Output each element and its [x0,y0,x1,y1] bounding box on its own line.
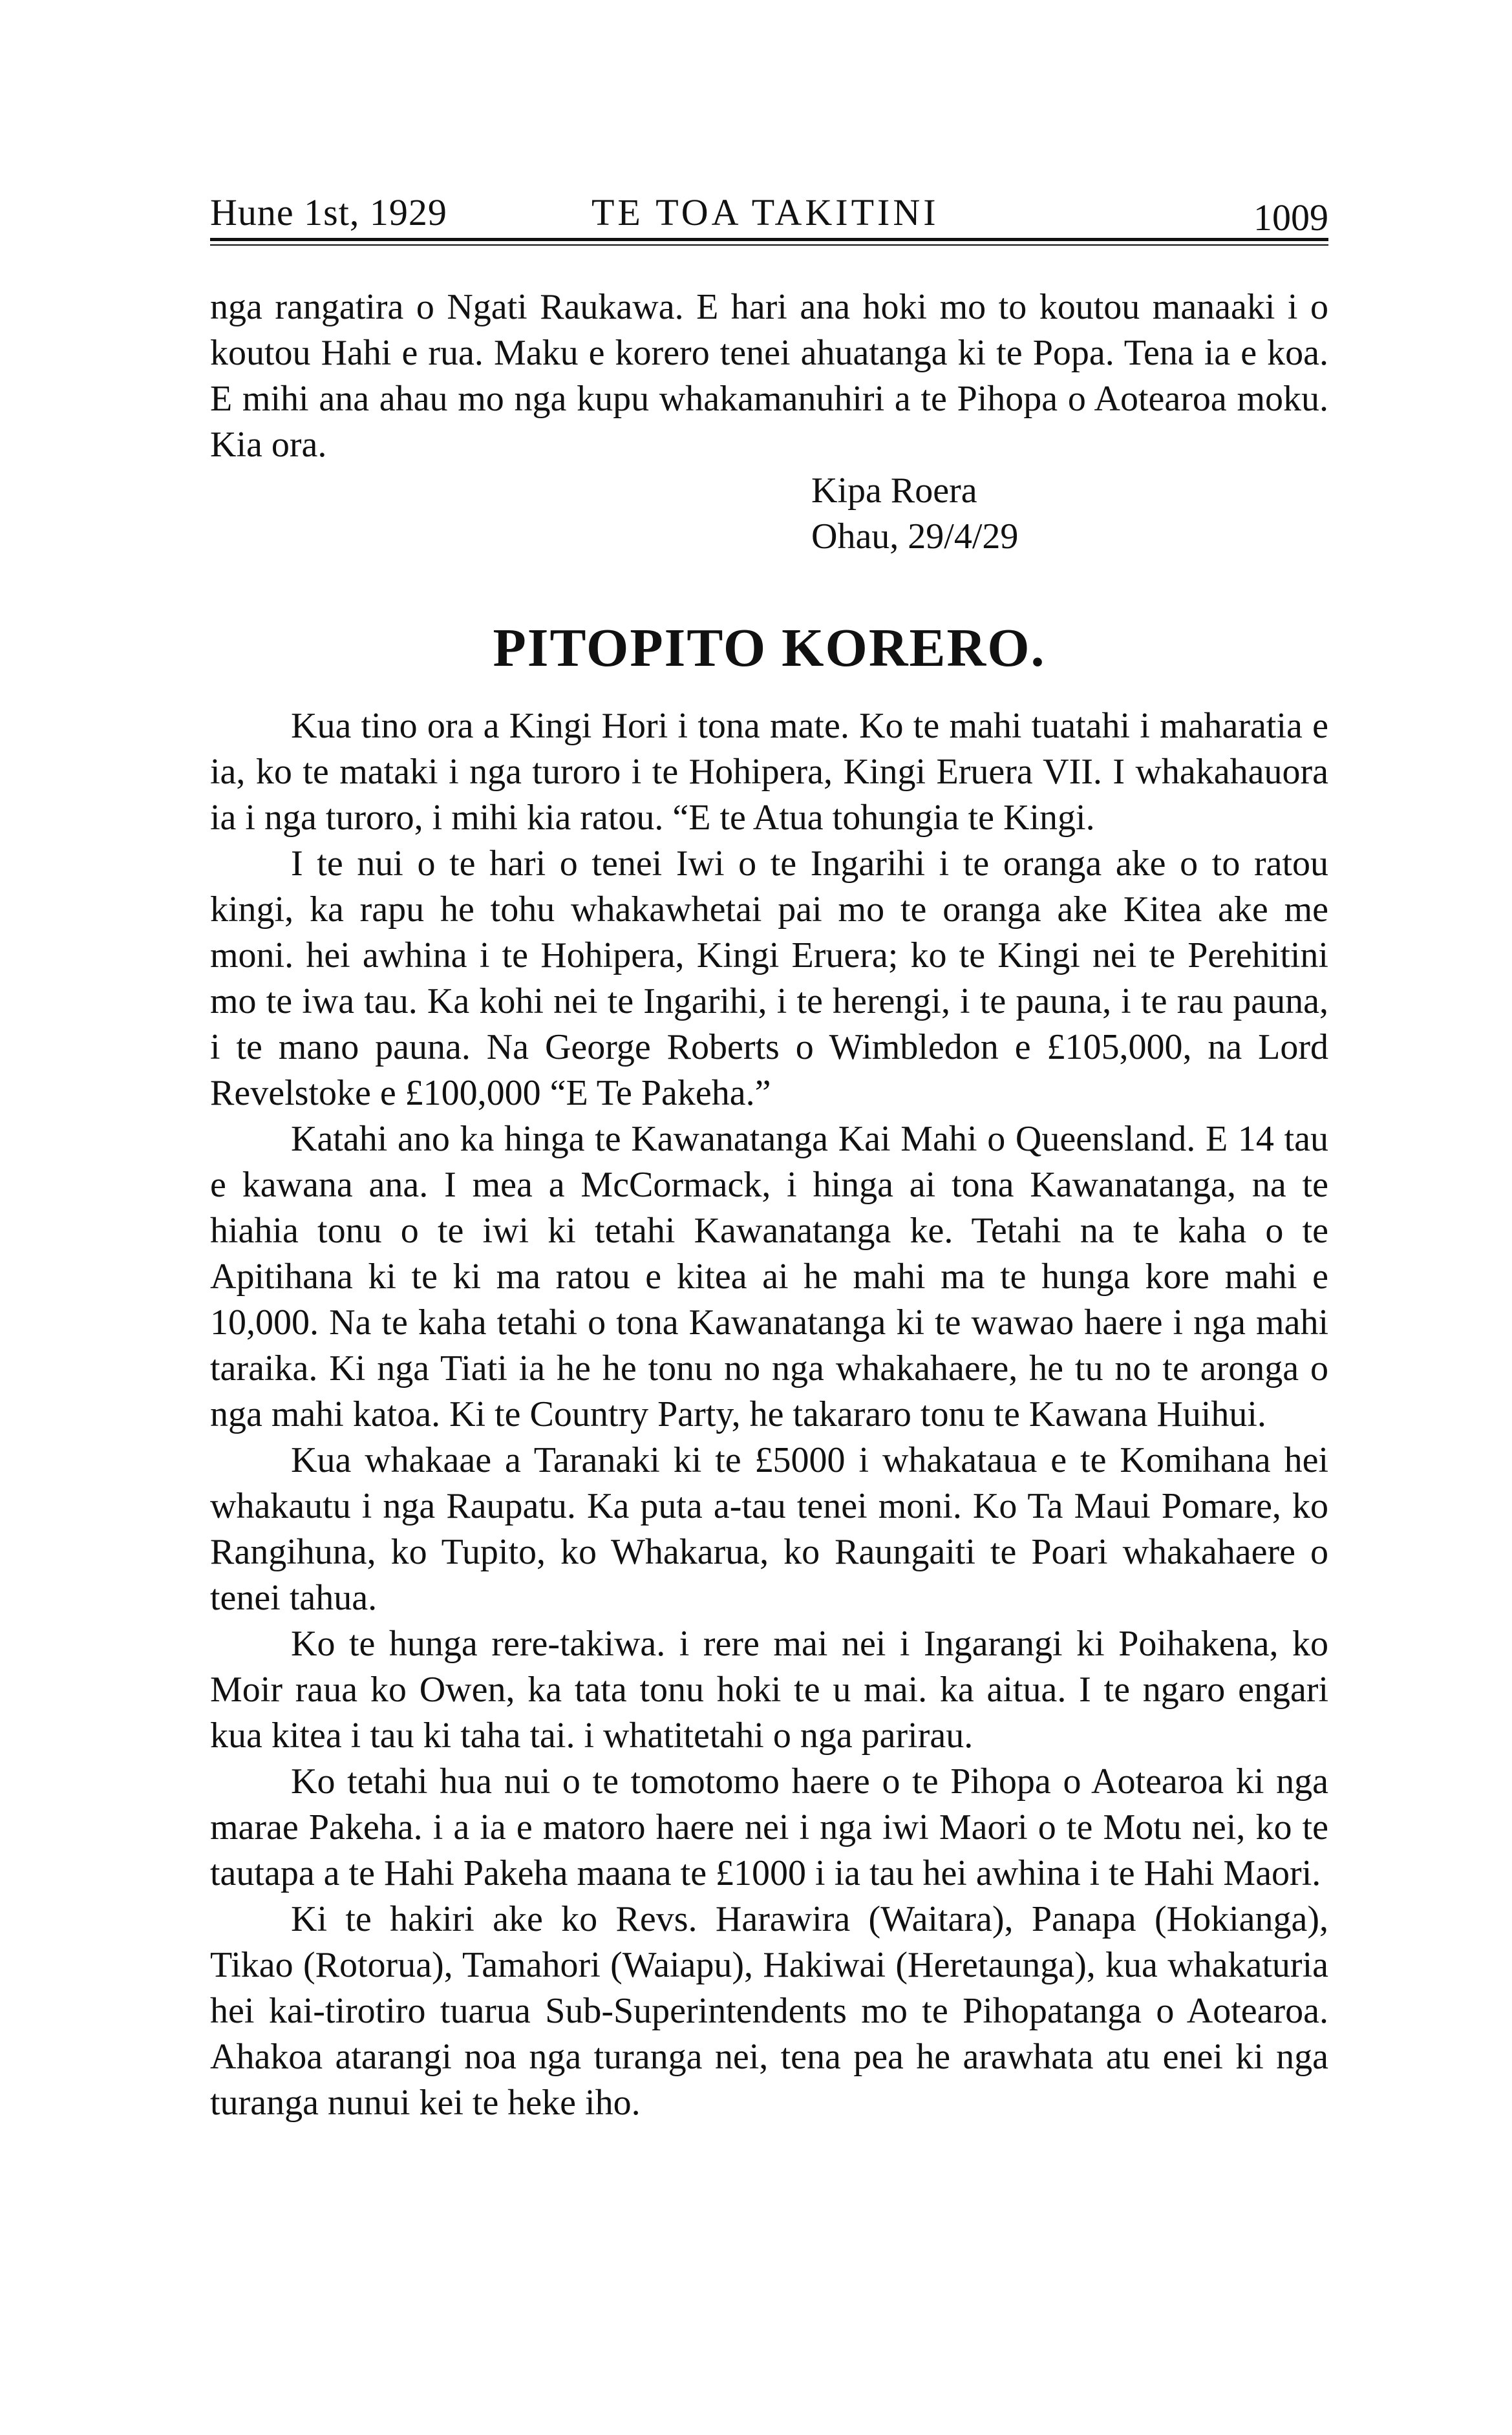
news-paragraph: I te nui o te hari o tenei Iwi o te Ingarihi i te oranga ake o to ratou kingi, ka rapu he tohu whakawhetai pai mo te oranga ake Kitea ake me moni. hei awhina i te Hohipera, Kingi Eruera; ko te Kingi nei te Perehitini mo te iwa tau. Ka kohi nei te Ingarihi, i te herengi, i te pauna, i te rau pauna, i te mano pauna. Na George Roberts o Wimbledon e £105,000, na Lord Revelstoke e £100,000 “E Te Pakeha.” [210,844,1328,1113]
header-rule-thin [210,244,1328,246]
page-number: 1009 [1253,197,1328,239]
section-heading: PITOPITO KORERO. [493,618,1046,678]
article-body [210,284,1328,2126]
news-paragraph: Ki te hakiri ake ko Revs. Harawira (Waitara), Panapa (Hokianga), Tikao (Rotorua), Tamahori (Waiapu), Hakiwai (Heretaunga), kua whakaturia hei kai-tirotiro tuarua Sub-Superintendents mo te Pihopatanga o Aotearoa. Ahakoa atarangi noa nga turanga nei, tena pea he arawhata atu enei ki nga turanga nunui kei te heke iho. [210,1899,1328,2123]
publication-title: TE TOA TAKITINI [591,191,939,233]
letter-signature-name: Kipa Roera [811,471,977,511]
header-rule [210,238,1328,241]
news-paragraph: Kua tino ora a Kingi Hori i tona mate. Ko te mahi tuatahi i maharatia e ia, ko te mataki i nga turoro i te Hohipera, Kingi Eruera VII. I whakahauora ia i nga turoro, i mihi kia ratou. “E te Atua tohungia te Kingi. [210,706,1328,838]
news-paragraph: Kua whakaae a Taranaki ki te £5000 i whakataua e te Komihana hei whakautu i nga Raupatu. Ka puta a-tau tenei moni. Ko Ta Maui Pomare, ko Rangihuna, ko Tupito, ko Whakarua, ko Raungaiti te Poari whakahaere o tenei tahua. [210,1440,1328,1618]
news-paragraph: Ko te hunga rere-takiwa. i rere mai nei i Ingarangi ki Poihakena, ko Moir raua ko Owen, ka tata tonu hoki te u mai. ka aitua. I te ngaro engari kua kitea i tau ki taha tai. i whatitetahi o nga parirau. [210,1624,1328,1756]
running-header [210,184,1328,239]
header-date: Hune 1st, 1929 [210,191,447,233]
news-paragraph: Katahi ano ka hinga te Kawanatanga Kai Mahi o Queensland. E 14 tau e kawana ana. I mea a McCormack, i hinga ai tona Kawanatanga, na te hiahia tonu o te iwi ki tetahi Kawanatanga ke. Tetahi na te kaha o te Apitihana ki te ki ma ratou e kitea ai he mahi ma te hunga kore mahi e 10,000. Na te kaha tetahi o tona Kawanatanga ki te wawao haere i nga mahi taraika. Ki nga Tiati ia he he tonu no nga whakahaere, he tu no te aronga o nga mahi katoa. Ki te Country Party, he takararo tonu te Kawana Huihui. [210,1119,1328,1434]
letter-text: nga rangatira o Ngati Raukawa. E hari ana hoki mo to koutou manaaki i o koutou Hahi e rua. Maku e korero tenei ahuatanga ki te Popa. Tena ia e koa. E mihi ana ahau mo nga kupu whakamanuhiri a te Pihopa o Aotearoa moku. Kia ora. [210,287,1328,465]
news-paragraph: Ko tetahi hua nui o te tomotomo haere o te Pihopa o Aotearoa ki nga marae Pakeha. i a ia e matoro haere nei i nga iwi Maori o te Motu nei, ko te tautapa a te Hahi Pakeha maana te £1000 i ia tau hei awhina i te Hahi Maori. [210,1761,1328,1893]
letter-signature-place-date: Ohau, 29/4/29 [811,516,1019,557]
